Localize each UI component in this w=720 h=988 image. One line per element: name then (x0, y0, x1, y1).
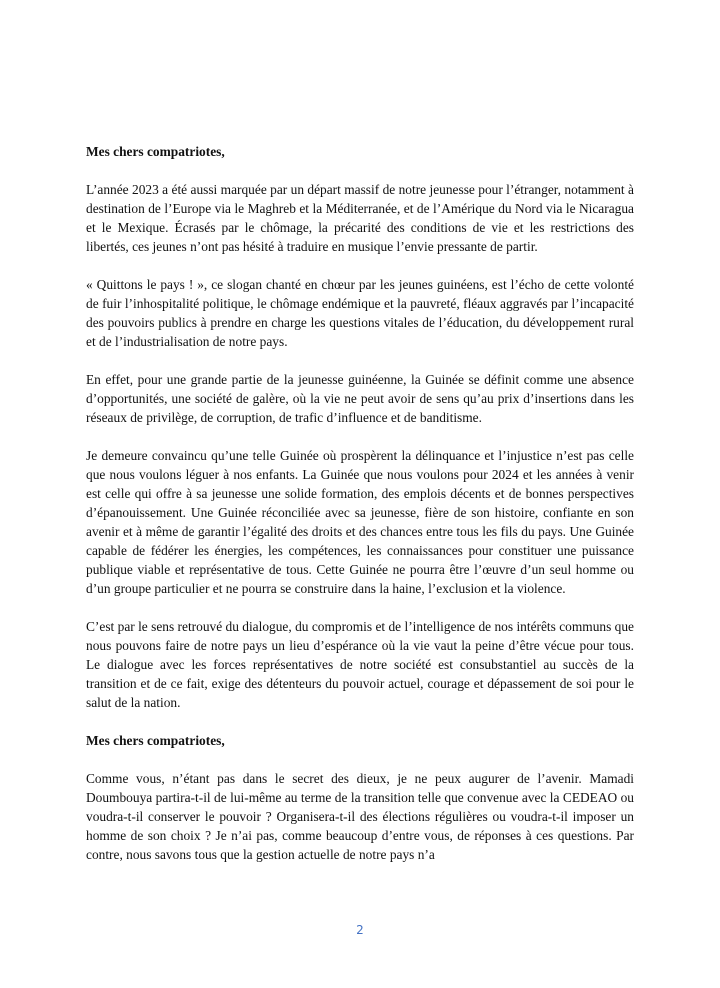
paragraph: Comme vous, n’étant pas dans le secret des dieux, je ne peux augurer de l’avenir. Mamadi Doumbouya partira-t-il de lui-même au terme de la transition telle que convenue avec la CEDEAO ou voudra-t-il conserver le pouvoir ? Organisera-t-il des élections régulières ou voudra-t-il imposer un homme de son choix ? Je n’ai pas, comme beaucoup d’entre vous, de réponses à ces questions. Par contre, nous savons tous que la gestion actuelle de notre pays n’a (86, 771, 634, 862)
paragraph: « Quittons le pays ! », ce slogan chanté en chœur par les jeunes guinéens, est l’écho de cette volonté de fuir l’inhospitalité politique, le chômage endémique et la pauvreté, fléaux aggravés par l’incapacité des pouvoirs publics à prendre en charge les questions vitales de l’éducation, du développement rural et de l’industrialisation de notre pays. (86, 277, 634, 349)
section-heading: Mes chers compatriotes, (86, 733, 225, 748)
paragraph: L’année 2023 a été aussi marquée par un départ massif de notre jeunesse pour l’étranger, notamment à destination de l’Europe via le Maghreb et la Méditerranée, et de l’Amérique du Nord via le Nicaragua et le Mexique. Écrasés par le chômage, la précarité des conditions de vie et les restrictions des libertés, ces jeunes n’ont pas hésité à traduire en musique l’envie pressante de partir. (86, 182, 634, 254)
paragraph: C’est par le sens retrouvé du dialogue, du compromis et de l’intelligence de nos intérêts communs que nous pouvons faire de notre pays un lieu d’espérance où la vie vaut la peine d’être vécue pour tous. Le dialogue avec les forces représentatives de notre société est consubstantiel au succès de la transition et de ce fait, exige des détenteurs du pouvoir actuel, courage et dépassement de soi pour le salut de la nation. (86, 619, 634, 710)
page-number: 2 (356, 923, 364, 937)
paragraph: En effet, pour une grande partie de la jeunesse guinéenne, la Guinée se définit comme une absence d’opportunités, une société de galère, où la vie ne peut avoir de sens qu’au prix d’insertions dans les réseaux de privilège, de corruption, de trafic d’influence et de banditisme. (86, 372, 634, 425)
document-body (86, 142, 634, 864)
paragraph: Je demeure convaincu qu’une telle Guinée où prospèrent la délinquance et l’injustice n’est pas celle que nous voulons léguer à nos enfants. La Guinée que nous voulons pour 2024 et les années à venir est celle qui offre à sa jeunesse une solide formation, des emplois décents et de bonnes perspectives d’épanouissement. Une Guinée réconciliée avec sa jeunesse, fière de son histoire, confiante en son avenir et à même de garantir l’égalité des droits et des chances entre tous les fils du pays. Une Guinée capable de fédérer les énergies, les compétences, les connaissances pour constituer une puissance publique viable et représentative de tous. Cette Guinée ne pourra être l’œuvre d’un seul homme ou d’un groupe particulier et ne pourra se construire dans la haine, l’exclusion et la violence. (86, 448, 634, 596)
section-heading: Mes chers compatriotes, (86, 144, 225, 159)
